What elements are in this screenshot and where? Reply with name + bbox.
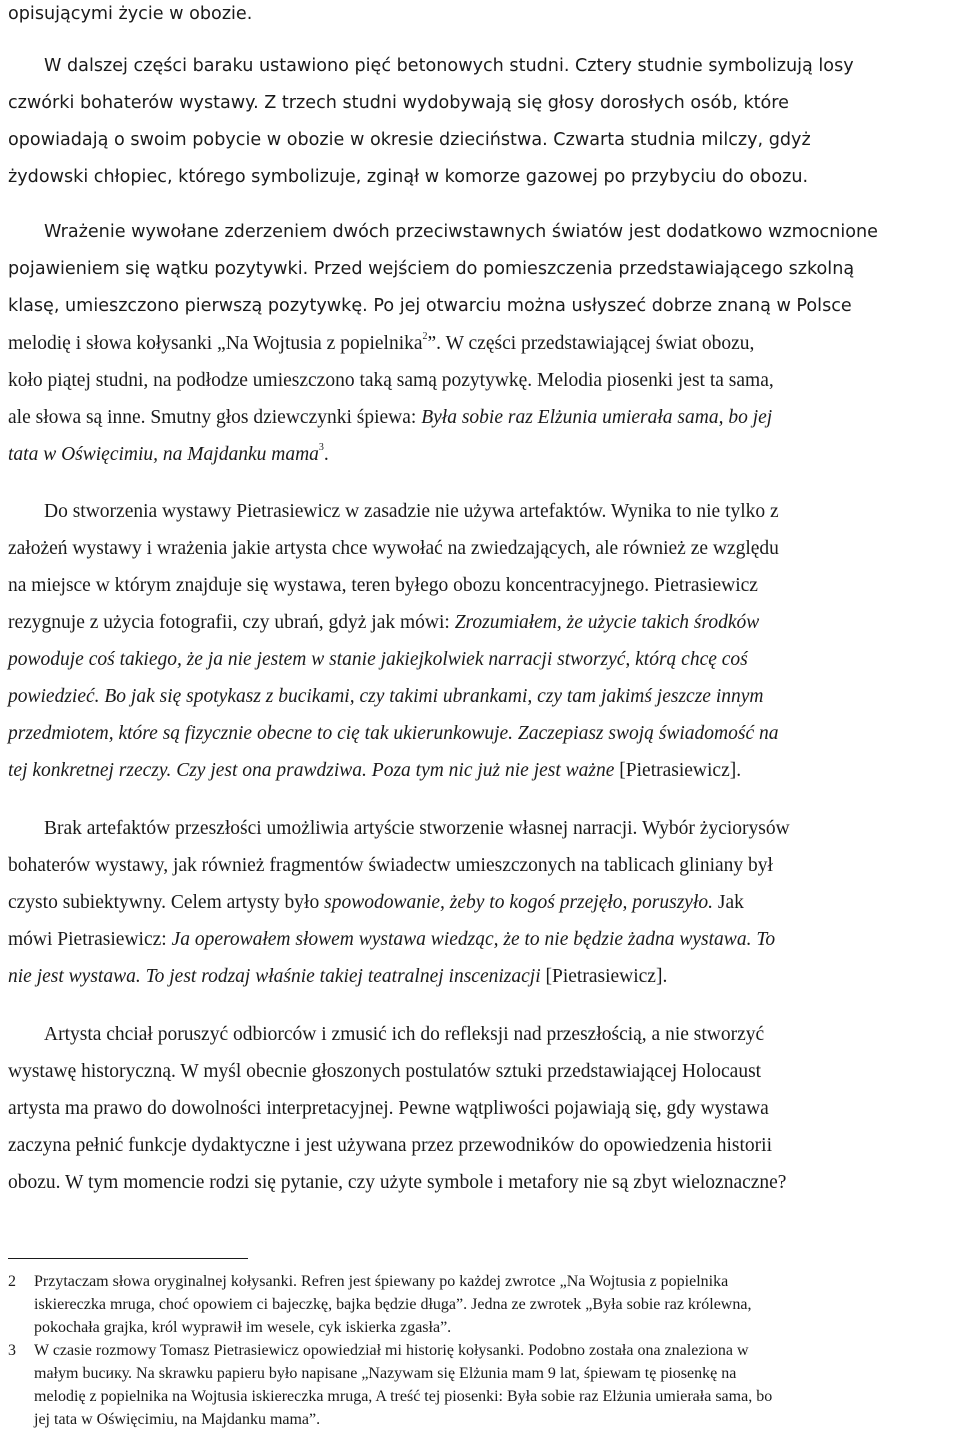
footnote-text: melodię z popielnika na Wojtusia iskiereczka mruga, A treść tej piosenki: Była sobie raz Elżunia umierała sama, bo bbox=[34, 1388, 773, 1405]
quote-text: Zrozumiałem, że użycie takich środków bbox=[454, 612, 760, 633]
text-line bbox=[8, 648, 960, 672]
text: czysto subiektywny. Celem artysty było bbox=[8, 892, 325, 913]
text: . bbox=[323, 444, 329, 465]
text: opisującymi życie w obozie. bbox=[8, 4, 253, 24]
text: Do stworzenia wystawy Pietrasiewicz w zasadzie nie używa artefaktów. Wynika to nie tylko z bbox=[44, 501, 779, 522]
quote-text: tej konkretnej rzeczy. Czy jest ona prawdziwa. Poza tym nic już nie jest ważne bbox=[8, 760, 615, 781]
text-line bbox=[8, 1171, 960, 1195]
footnote-number: 2 bbox=[8, 1273, 16, 1290]
text: W dalszej części baraku ustawiono pięć betonowych studni. Cztery studnie symbolizują losy bbox=[44, 56, 854, 76]
footnote-ref[interactable]: 2 bbox=[422, 331, 428, 342]
text-line bbox=[8, 537, 960, 561]
citation: [Pietrasiewicz]. bbox=[614, 760, 742, 781]
citation: [Pietrasiewicz]. bbox=[540, 966, 668, 987]
footnote-text: jej tata w Oświęcimiu, na Majdanku mama”. bbox=[34, 1411, 321, 1428]
text-line bbox=[44, 1023, 960, 1047]
text-line bbox=[8, 759, 960, 783]
quote-text: spowodowanie, żeby to kogoś przejęło, poruszyło. bbox=[324, 892, 714, 913]
text: Jak bbox=[713, 892, 744, 913]
text-line bbox=[8, 406, 960, 430]
text: obozu. W tym momencie rodzi się pytanie, czy użyte symbole i metafory nie są zbyt wieloznaczne? bbox=[8, 1172, 787, 1193]
text-line bbox=[8, 1134, 960, 1158]
text: bohaterów wystawy, jak również fragmentów świadectw umieszczonych na tablicach gliniany był bbox=[8, 855, 773, 876]
text: żydowski chłopiec, którego symbolizuje, zginął w komorze gazowej po przybyciu do obozu. bbox=[8, 167, 809, 187]
text-line bbox=[8, 1060, 960, 1084]
text: czwórki bohaterów wystawy. Z trzech studni wydobywają się głosy dorosłych osób, które bbox=[8, 93, 789, 113]
text-line bbox=[8, 928, 960, 952]
text: klasę, umieszczono pierwszą pozytywkę. Po jej otwarciu można usłyszeć dobrze znaną w Polsce bbox=[8, 296, 852, 316]
quote-text: Ja operowałem słowem wystawa wiedząc, że to nie będzie żadna wystawa. To bbox=[171, 929, 776, 950]
text: koło piątej studni, na podłodze umieszczono taką samą pozytywkę. Melodia piosenki jest ta sama, bbox=[8, 370, 774, 391]
text: opowiadają o swoim pobycie w obozie w okresie dzieciństwa. Czwarta studnia milczy, gdyż bbox=[8, 130, 811, 150]
quote-text: Była sobie raz Elżunia umierała sama, bo jej bbox=[421, 407, 773, 428]
footnote-text: iskiereczka mruga, choć opowiem ci bajeczkę, bajka będzie długa”. Jedna ze zwrotek „Była sobie raz królewna, bbox=[34, 1296, 752, 1313]
text-line bbox=[8, 165, 960, 189]
footnote-text: małym bucику. Na skrawku papieru było napisane „Nazywam się Elżunia mam 9 lat, śpiewam tę piosenkę na bbox=[34, 1365, 737, 1382]
text: zaczyna pełnić funkcje dydaktyczne i jest używana przez przewodników do opowiedzenia historii bbox=[8, 1135, 772, 1156]
footnote-separator bbox=[8, 1258, 248, 1259]
text: ”. W części przedstawiającej świat obozu, bbox=[427, 333, 755, 354]
text-line bbox=[8, 722, 960, 746]
text-line bbox=[8, 891, 960, 915]
quote-text: tata w Oświęcimiu, na Majdanku mama bbox=[8, 444, 319, 465]
text: założeń wystawy i wrażenia jakie artysta chce wywołać na zwiedzających, ale również ze względu bbox=[8, 538, 779, 559]
text-line bbox=[8, 128, 960, 152]
text-line bbox=[8, 611, 960, 635]
text-line bbox=[44, 817, 960, 841]
quote-text: powiedzieć. Bo jak się spotykasz z bucikami, czy takimi ubrankami, czy tam jakimś jeszcze innym bbox=[8, 686, 764, 707]
quote-text: powoduje coś takiego, że ja nie jestem w stanie jakiejkolwiek narracji stworzyć, którą chcę coś bbox=[8, 649, 748, 670]
text-line bbox=[44, 220, 960, 244]
text-line bbox=[8, 294, 960, 318]
text-line bbox=[8, 854, 960, 878]
text-line bbox=[44, 500, 960, 524]
quote-text: nie jest wystawa. To jest rodzaj właśnie takiej teatralnej inscenizacji bbox=[8, 966, 541, 987]
text-line bbox=[8, 257, 960, 281]
text-line bbox=[8, 1097, 960, 1121]
text-line bbox=[8, 332, 960, 356]
text-line bbox=[8, 369, 960, 393]
text-line bbox=[8, 443, 960, 467]
text-line bbox=[8, 574, 960, 598]
text: pojawieniem się wątku pozytywki. Przed wejściem do pomieszczenia przedstawiającego szkolną bbox=[8, 259, 855, 279]
text-line bbox=[8, 91, 960, 115]
quote-text: przedmiotem, które są fizycznie obecne to cię tak ukierunkowuje. Zaczepiasz swoją świadomość na bbox=[8, 723, 779, 744]
text: na miejsce w którym znajduje się wystawa, teren byłego obozu koncentracyjnego. Pietrasiewicz bbox=[8, 575, 758, 596]
footnote-ref[interactable]: 3 bbox=[318, 442, 324, 453]
text: Artysta chciał poruszyć odbiorców i zmusić ich do refleksji nad przeszłością, a nie stworzyć bbox=[44, 1024, 765, 1045]
text-line bbox=[8, 965, 960, 989]
footnote-number: 3 bbox=[8, 1342, 16, 1359]
footnote-text: pokochała grajka, król wyprawił im wesele, cyk iskierka zgasła”. bbox=[34, 1319, 452, 1336]
text: rezygnuje z użycia fotografii, czy ubrań, gdyż jak mówi: bbox=[8, 612, 455, 633]
text-line bbox=[44, 54, 960, 78]
footnote-text: W czasie rozmowy Tomasz Pietrasiewicz opowiedział mi historię kołysanki. Podobno została ona znaleziona w bbox=[34, 1342, 749, 1359]
text: Wrażenie wywołane zderzeniem dwóch przeciwstawnych światów jest dodatkowo wzmocnione bbox=[44, 222, 878, 242]
text: artysta ma prawo do dowolności interpretacyjnej. Pewne wątpliwości pojawiają się, gdy wystawa bbox=[8, 1098, 769, 1119]
text-line bbox=[8, 685, 960, 709]
footnote-text: Przytaczam słowa oryginalnej kołysanki. Refren jest śpiewany po każdej zwrotce „Na Wojtusia z popielnika bbox=[34, 1273, 729, 1290]
text: melodię i słowa kołysanki „Na Wojtusia z popielnika bbox=[8, 333, 423, 354]
text-line bbox=[8, 2, 960, 26]
text: Brak artefaktów przeszłości umożliwia artyście stworzenie własnej narracji. Wybór życiorysów bbox=[44, 818, 790, 839]
text: wystawę historyczną. W myśl obecnie głoszonych postulatów sztuki przedstawiającej Holocaust bbox=[8, 1061, 762, 1082]
text: mówi Pietrasiewicz: bbox=[8, 929, 172, 950]
text: ale słowa są inne. Smutny głos dziewczynki śpiewa: bbox=[8, 407, 422, 428]
